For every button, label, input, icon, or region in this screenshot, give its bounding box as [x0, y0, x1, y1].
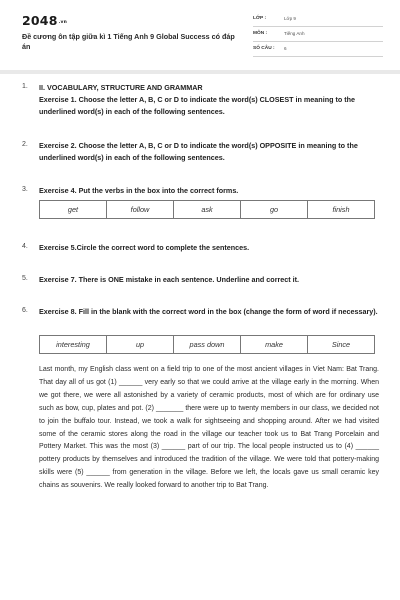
- section-heading: II. VOCABULARY, STRUCTURE AND GRAMMAR: [39, 83, 203, 92]
- word-box-item: interesting: [40, 336, 107, 353]
- word-box-verbs: [39, 200, 375, 219]
- question-number: 2.: [22, 141, 28, 148]
- document-header: [0, 0, 400, 62]
- meta-value: Tiếng Anh: [284, 31, 305, 36]
- logo-text: 2048: [22, 13, 58, 28]
- logo-suffix: .vn: [58, 20, 68, 25]
- header-divider: [0, 70, 400, 74]
- exercise-instruction: Exercise 8. Fill in the blank with the correct word in the box (change the form of word if necessary).: [39, 307, 378, 316]
- word-box-item: finish: [332, 205, 350, 214]
- question-number: 1.: [22, 83, 28, 90]
- question-number: 5.: [22, 275, 28, 282]
- meta-row-class: [253, 13, 383, 27]
- word-box-item: ask: [174, 201, 241, 218]
- exercise-instruction: Exercise 1. Choose the letter A, B, C or D to indicate the word(s) CLOSEST in meaning to the underlined word(s) in each of the following sentences.: [39, 95, 356, 116]
- question-number: 6.: [22, 307, 28, 314]
- site-logo[interactable]: [22, 13, 67, 28]
- word-box-item: make: [241, 336, 308, 353]
- reading-passage: Last month, my English class went on a field trip to one of the most ancient villages in Viet Nam: Bat Trang. That day all of us got (1) ______ very early so that we could arrive at the village early in the morning. When we got there, we were all astonished by a variety of ceramic products, most of which are for ordinary use such as bow, cup, plates and pot. (2) _______ there were up to twenty members in our class, we decided not to join the buffalo tour. Instead, we took a walk for sightseeing and shopping around. After we had visited some of the ceramic stores along the road in the village our teacher took us to Bat Trang Porcelain and Pottery Market. This was the most (3) ______ part of our trip. The local people instructed us to (4) ______ pottery products by themselves and introduced the tradition of the village. We were told that pottery-making skills were (5) ______ from generation in the village. Before we left, the locals gave us small ceramic key chains as souvenirs. We really looked forward to another trip to Bat Trang.: [39, 366, 379, 490]
- meta-value: 6: [284, 46, 287, 51]
- question-number: 4.: [22, 243, 28, 250]
- meta-label: LỚP :: [253, 16, 267, 21]
- exercise-instruction: Exercise 7. There is ONE mistake in each sentence. Underline and correct it.: [39, 275, 300, 284]
- word-box-item: go: [241, 201, 308, 218]
- meta-value: Lớp 9: [284, 16, 296, 21]
- meta-row-question-count: [253, 43, 383, 57]
- question-number: 3.: [22, 186, 28, 193]
- exercise-instruction: Exercise 5.Circle the correct word to complete the sentences.: [39, 243, 250, 252]
- meta-row-subject: [253, 28, 383, 42]
- meta-label: SỐ CÂU :: [253, 46, 275, 51]
- word-box-item: follow: [107, 201, 174, 218]
- word-box-fill-blank: [39, 335, 375, 354]
- document-meta: [253, 13, 383, 58]
- word-box-item: up: [107, 336, 174, 353]
- exercise-instruction: Exercise 4. Put the verbs in the box into the correct forms.: [39, 186, 239, 195]
- exercise-instruction: Exercise 2. Choose the letter A, B, C or D to indicate the word(s) OPPOSITE in meaning to the underlined word(s) in each of the following sentences.: [39, 141, 358, 162]
- word-box-item: Since: [331, 340, 351, 349]
- meta-label: MÔN :: [253, 31, 268, 36]
- document-title: Đề cương ôn tập giữa kì 1 Tiếng Anh 9 Global Success có đáp án: [22, 32, 235, 51]
- word-box-item: get: [40, 201, 107, 218]
- word-box-item: pass down: [174, 336, 241, 353]
